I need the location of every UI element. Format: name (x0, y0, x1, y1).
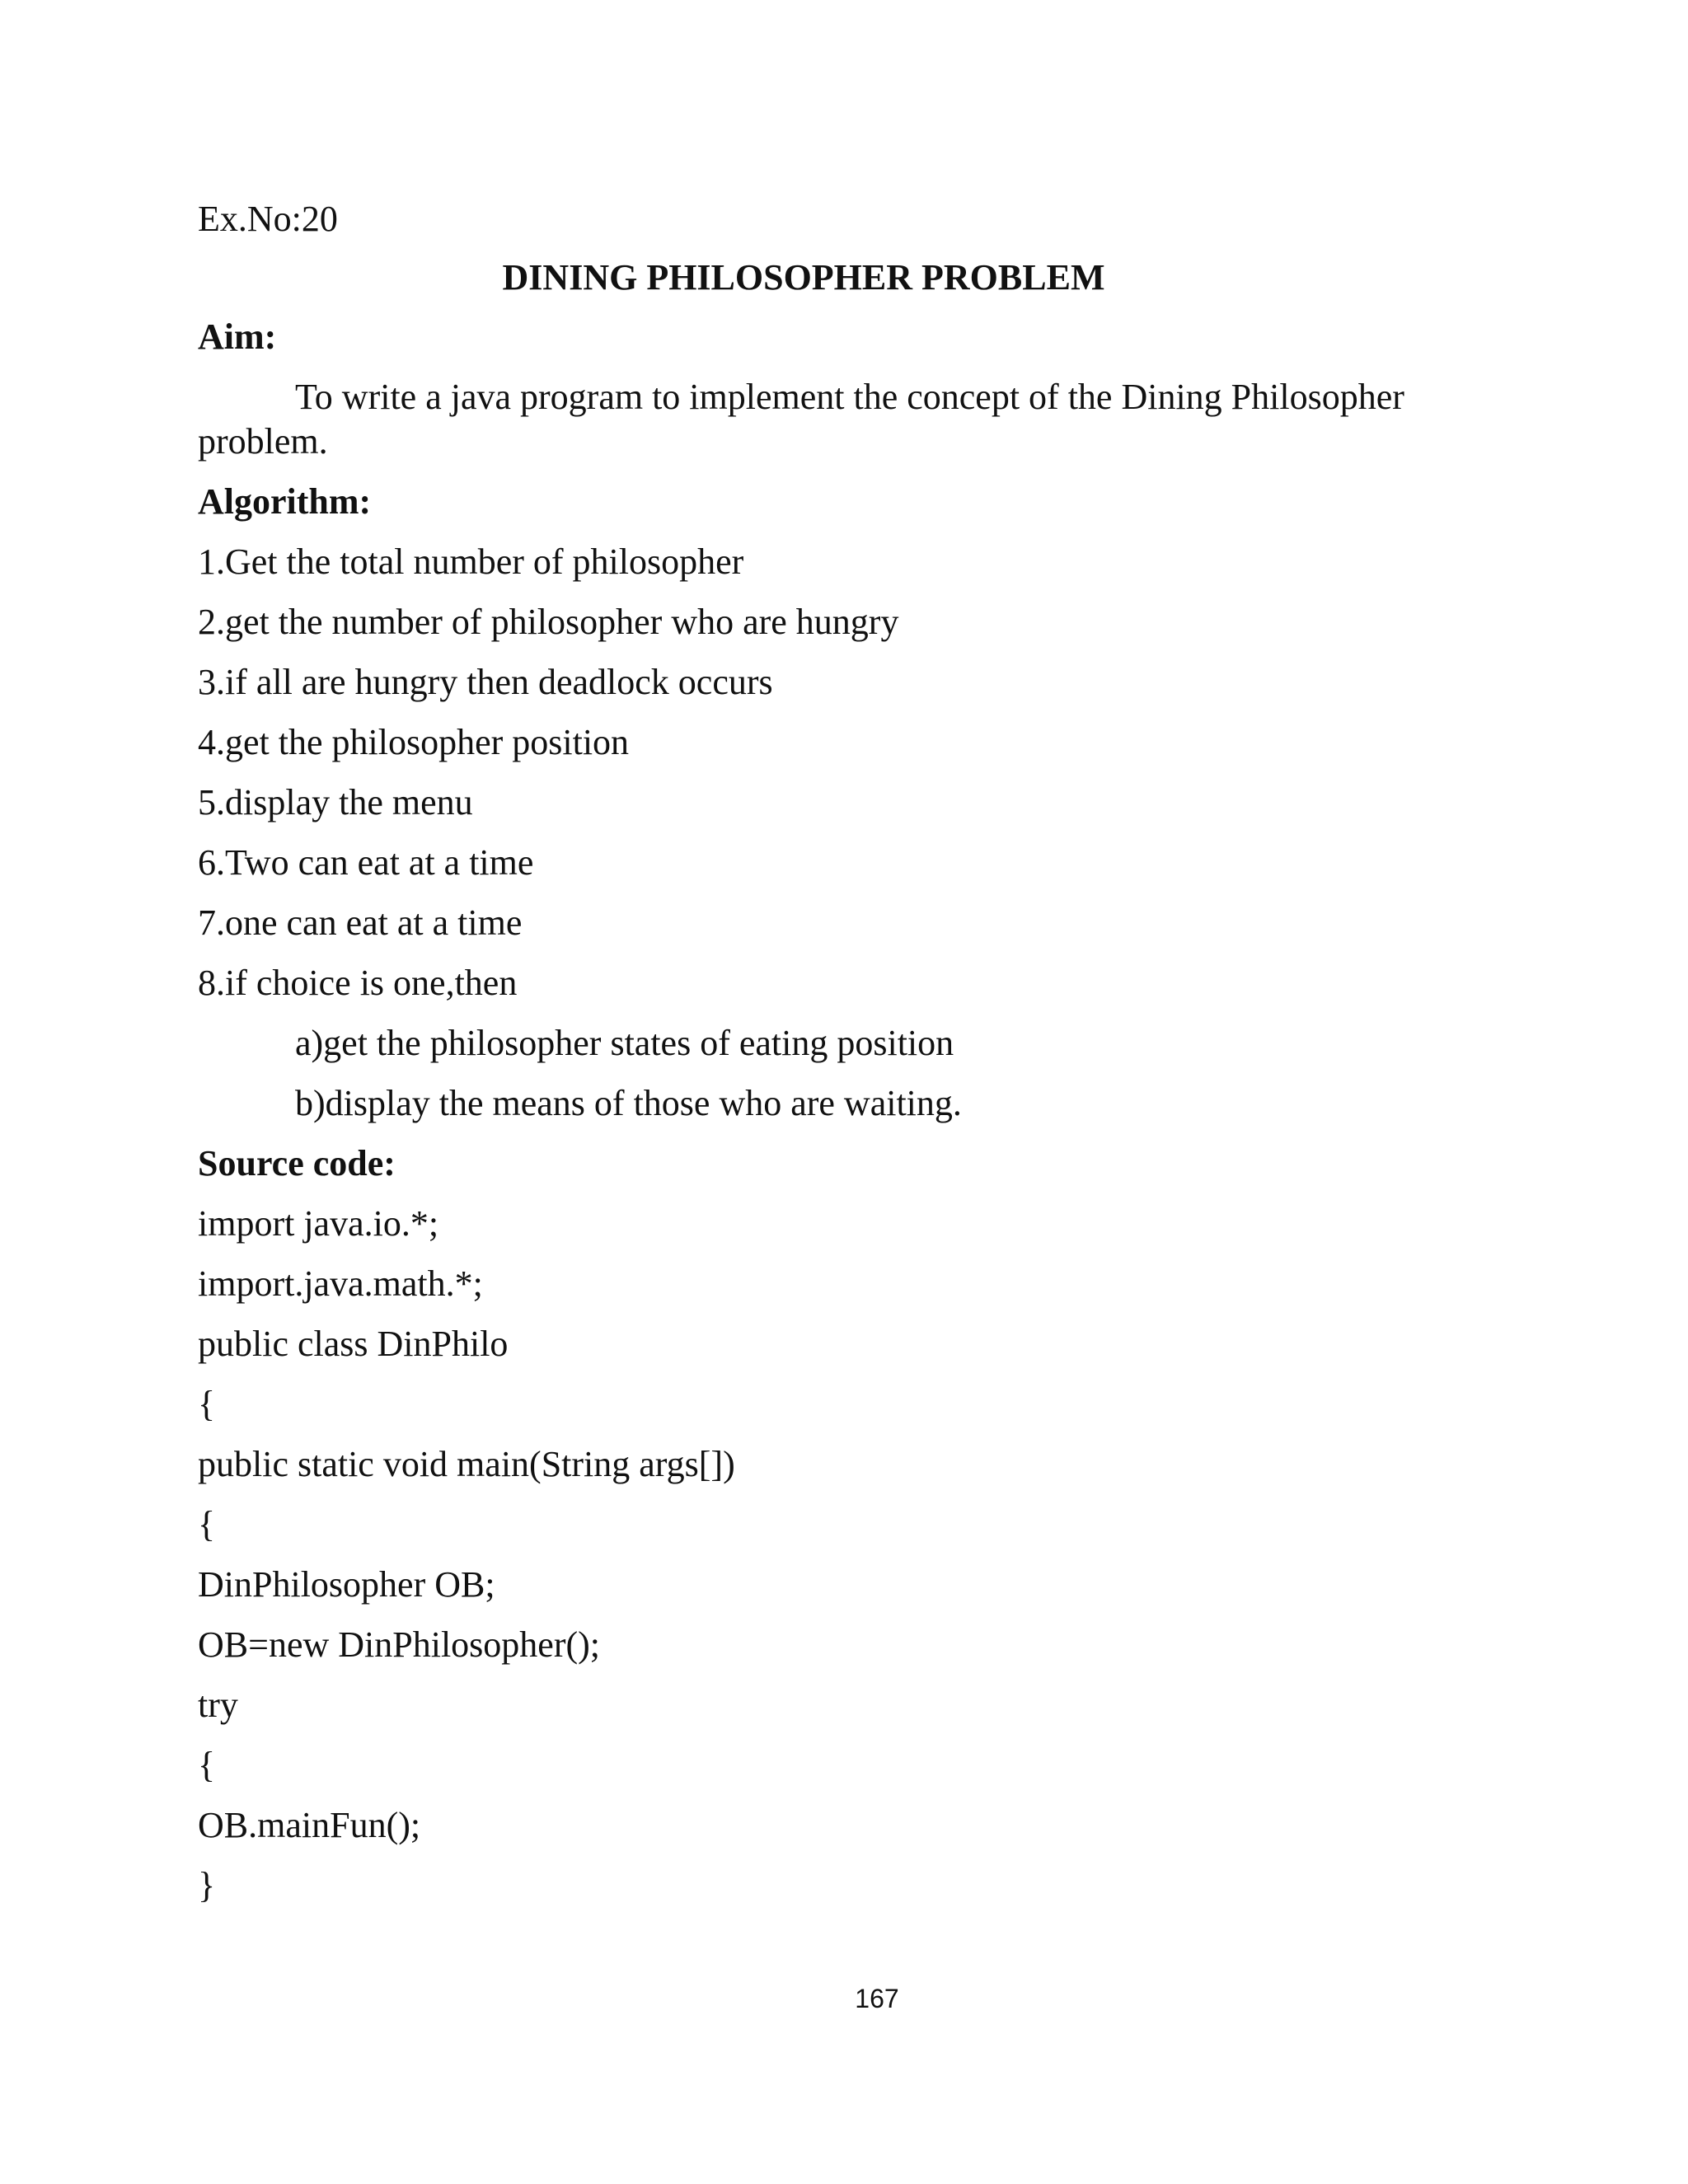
source-code-line: OB.mainFun(); (198, 1805, 421, 1845)
algorithm-heading: Algorithm: (198, 481, 372, 522)
algorithm-step: 7.one can eat at a time (198, 902, 523, 943)
algorithm-step: 8.if choice is one,then (198, 963, 518, 1003)
algorithm-step: 5.display the menu (198, 782, 473, 823)
exercise-number: Ex.No:20 (198, 199, 338, 239)
algorithm-step: 6.Two can eat at a time (198, 842, 534, 883)
source-code-line: public class DinPhilo (198, 1324, 509, 1364)
algorithm-step: 1.Get the total number of philosopher (198, 541, 744, 582)
algorithm-step: 3.if all are hungry then deadlock occurs (198, 662, 773, 702)
page-title: DINING PHILOSOPHER PROBLEM (502, 257, 1105, 298)
aim-text-line-2: problem. (198, 421, 328, 462)
source-code-line: } (198, 1865, 216, 1905)
source-code-line: import.java.math.*; (198, 1263, 483, 1304)
source-code-line: try (198, 1685, 238, 1725)
source-code-line: OB=new DinPhilosopher(); (198, 1624, 600, 1665)
source-code-line: { (198, 1745, 216, 1785)
algorithm-substep: a)get the philosopher states of eating position (295, 1023, 954, 1063)
source-code-line: DinPhilosopher OB; (198, 1564, 495, 1605)
aim-heading: Aim: (198, 316, 277, 357)
algorithm-step: 4.get the philosopher position (198, 722, 630, 762)
source-code-heading: Source code: (198, 1143, 396, 1183)
source-code-line: { (198, 1384, 216, 1424)
page-number: 167 (855, 1984, 899, 2013)
source-code-line: { (198, 1504, 216, 1544)
source-code-line: public static void main(String args[]) (198, 1444, 735, 1484)
algorithm-substep: b)display the means of those who are waiting. (295, 1083, 962, 1123)
aim-text-line-1: To write a java program to implement the concept of the Dining Philosopher (295, 377, 1404, 417)
source-code-line: import java.io.*; (198, 1203, 439, 1244)
algorithm-step: 2.get the number of philosopher who are hungry (198, 602, 899, 642)
